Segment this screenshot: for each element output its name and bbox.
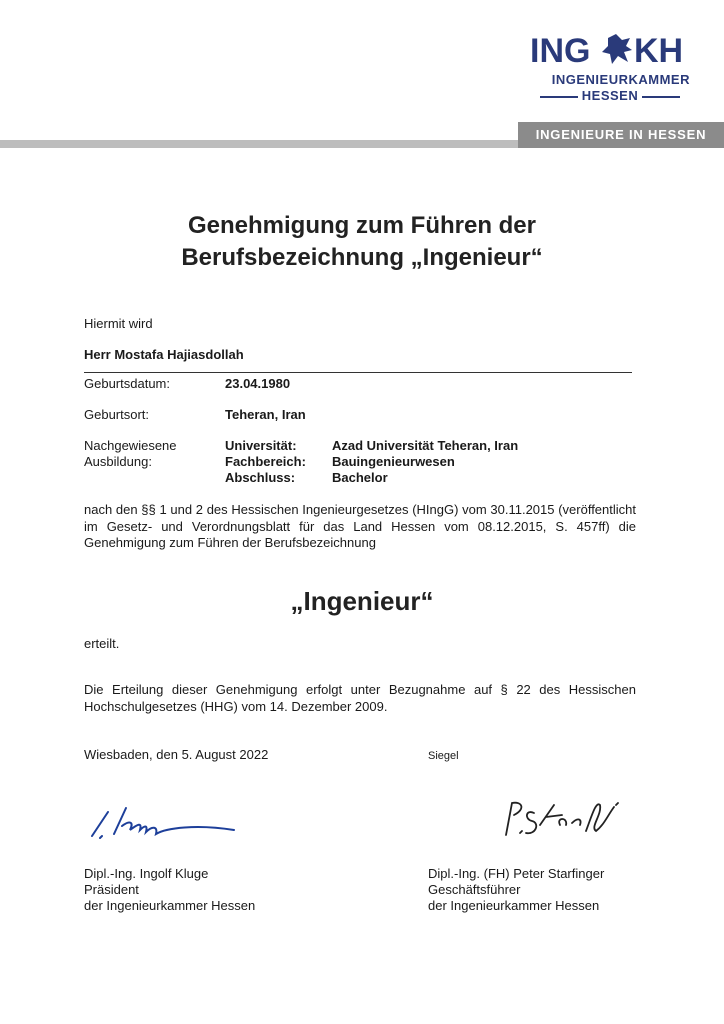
signature-starfinger <box>496 795 626 845</box>
university-value: Azad Universität Teheran, Iran <box>332 438 519 453</box>
birthdate-label: Geburtsdatum: <box>84 376 170 391</box>
signatory-left-role: Präsident <box>84 882 139 897</box>
education-label-line-1: Nachgewiesene <box>84 438 177 453</box>
logo-line-hessen <box>530 88 690 103</box>
place-date: Wiesbaden, den 5. August 2022 <box>84 747 269 762</box>
lion-emblem-icon <box>602 34 632 64</box>
education-values <box>332 438 518 486</box>
document-title <box>0 210 724 274</box>
birthplace-label: Geburtsort: <box>84 407 150 422</box>
department-label: Fachbereich: <box>225 454 306 469</box>
signatory-right <box>428 866 604 914</box>
signature-kluge <box>86 800 246 845</box>
birthdate-value: 23.04.1980 <box>225 376 291 391</box>
person-name: Herr Mostafa Hajiasdollah <box>84 347 244 362</box>
logo-rule-left <box>540 96 578 98</box>
header-band-stripe <box>0 140 520 148</box>
signatory-right-org: der Ingenieurkammer Hessen <box>428 898 600 913</box>
education-label <box>84 438 177 470</box>
divider-line <box>84 372 632 373</box>
education-label-line-2: Ausbildung: <box>84 454 152 469</box>
degree-label: Abschluss: <box>225 470 296 485</box>
signatory-right-name: Dipl.-Ing. (FH) Peter Starfinger <box>428 866 605 881</box>
department-value: Bauingenieurwesen <box>332 454 455 469</box>
legal-paragraph-2: Die Erteilung dieser Genehmigung erfolgt unter Bezugnahme auf § 22 des Hessischen Hochschulgesetzes (HHG) vom 14. Dezember 2009. <box>84 682 636 714</box>
legal-paragraph-1: nach den §§ 1 und 2 des Hessischen Ingenieurgesetzes (HIngG) vom 30.11.2015 (veröffentlicht im Gesetz- und Verordnungsblatt für das Land Hessen vom 08.12.2015, S. 457ff) die Genehmigung zum Führen der Berufsbezeichnung <box>84 502 636 550</box>
logo-letters-kh: KH <box>634 32 684 70</box>
granted-title: „Ingenieur“ <box>290 586 434 616</box>
title-line-1: Genehmigung zum Führen der <box>187 212 536 239</box>
university-label: Universität: <box>225 438 297 453</box>
logo-letters-ing: ING <box>530 32 591 70</box>
logo-rule-right <box>642 96 680 98</box>
signatory-left-name: Dipl.-Ing. Ingolf Kluge <box>84 866 209 881</box>
signatory-left <box>84 866 255 914</box>
signatory-left-org: der Ingenieurkammer Hessen <box>84 898 256 913</box>
brand-logo <box>530 30 690 70</box>
title-line-2: Berufsbezeichnung „Ingenieur“ <box>181 244 543 271</box>
logo-line-ingenieurkammer: INGENIEURKAMMER <box>551 72 690 87</box>
logo-hessen-text: HESSEN <box>581 88 639 103</box>
granted-text: erteilt. <box>84 636 120 651</box>
signatory-right-role: Geschäftsführer <box>428 882 521 897</box>
birthplace-value: Teheran, Iran <box>225 407 306 422</box>
header-band-slogan: INGENIEURE IN HESSEN <box>518 122 724 148</box>
degree-value: Bachelor <box>332 470 388 485</box>
seal-label: Siegel <box>428 750 459 762</box>
intro-text: Hiermit wird <box>84 316 153 331</box>
education-labels <box>225 438 306 486</box>
